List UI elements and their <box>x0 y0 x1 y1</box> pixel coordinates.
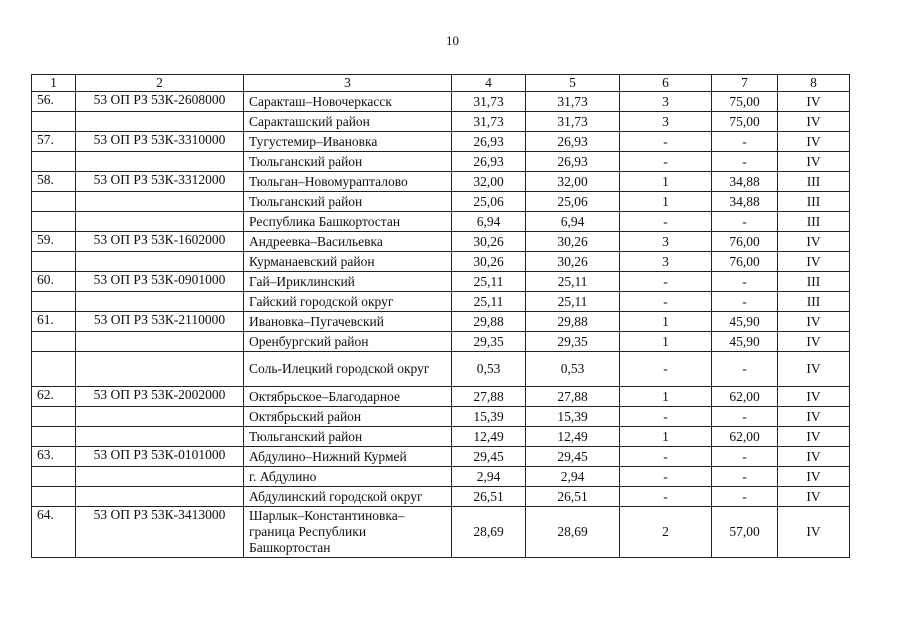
value-c6: - <box>620 467 712 487</box>
table-row <box>32 507 850 558</box>
value-c8: IV <box>778 467 850 487</box>
road-segment-name: Оренбургский район <box>244 332 452 352</box>
road-segment-name: Гайский городской округ <box>244 292 452 312</box>
value-c4: 0,53 <box>452 352 526 387</box>
value-c4: 26,93 <box>452 152 526 172</box>
value-c7: 45,90 <box>712 332 778 352</box>
value-c7: 34,88 <box>712 192 778 212</box>
road-code <box>76 467 244 487</box>
value-c4: 31,73 <box>452 112 526 132</box>
value-c5: 25,11 <box>526 272 620 292</box>
value-c8: IV <box>778 332 850 352</box>
value-c8: III <box>778 292 850 312</box>
value-c6: - <box>620 292 712 312</box>
value-c4: 29,88 <box>452 312 526 332</box>
table-row <box>32 272 850 292</box>
value-c6: 2 <box>620 507 712 558</box>
road-segment-name: Тюльган–Новомурапталово <box>244 172 452 192</box>
road-segment-name: Тюльганский район <box>244 152 452 172</box>
road-code <box>76 292 244 312</box>
value-c6: 1 <box>620 192 712 212</box>
row-number <box>32 467 76 487</box>
value-c6: 1 <box>620 427 712 447</box>
row-number: 64. <box>32 507 76 558</box>
row-number <box>32 192 76 212</box>
value-c5: 26,93 <box>526 152 620 172</box>
value-c4: 26,51 <box>452 487 526 507</box>
value-c8: IV <box>778 112 850 132</box>
value-c6: 3 <box>620 112 712 132</box>
value-c4: 27,88 <box>452 387 526 407</box>
value-c4: 30,26 <box>452 252 526 272</box>
table-row <box>32 132 850 152</box>
row-number <box>32 352 76 387</box>
value-c8: IV <box>778 252 850 272</box>
road-code: 53 ОП РЗ 53К-1602000 <box>76 232 244 252</box>
value-c6: 3 <box>620 92 712 112</box>
col-header-1: 1 <box>32 75 76 92</box>
road-segment-name: Абдулинский городской округ <box>244 487 452 507</box>
table-row <box>32 172 850 192</box>
value-c6: 1 <box>620 387 712 407</box>
value-c5: 29,35 <box>526 332 620 352</box>
road-segment-name: Республика Башкортостан <box>244 212 452 232</box>
value-c7: - <box>712 132 778 152</box>
row-number: 62. <box>32 387 76 407</box>
row-number <box>32 252 76 272</box>
col-header-2: 2 <box>76 75 244 92</box>
road-code <box>76 112 244 132</box>
row-number: 60. <box>32 272 76 292</box>
road-code <box>76 152 244 172</box>
road-segment-name: Абдулино–Нижний Курмей <box>244 447 452 467</box>
road-code <box>76 427 244 447</box>
value-c4: 25,11 <box>452 272 526 292</box>
value-c8: IV <box>778 232 850 252</box>
value-c6: 3 <box>620 232 712 252</box>
road-segment-name: Тугустемир–Ивановка <box>244 132 452 152</box>
value-c4: 29,45 <box>452 447 526 467</box>
road-code: 53 ОП РЗ 53К-0901000 <box>76 272 244 292</box>
table-row <box>32 447 850 467</box>
road-segment-name: Ивановка–Пугачевский <box>244 312 452 332</box>
col-header-3: 3 <box>244 75 452 92</box>
value-c8: IV <box>778 487 850 507</box>
table-row <box>32 312 850 332</box>
table-row <box>32 407 850 427</box>
table-header <box>32 75 850 92</box>
row-number: 56. <box>32 92 76 112</box>
table-row <box>32 92 850 112</box>
value-c8: IV <box>778 387 850 407</box>
value-c5: 30,26 <box>526 252 620 272</box>
value-c7: - <box>712 152 778 172</box>
value-c4: 30,26 <box>452 232 526 252</box>
road-segment-name: Тюльганский район <box>244 427 452 447</box>
table-row <box>32 332 850 352</box>
roads-table <box>31 74 850 558</box>
value-c7: 62,00 <box>712 387 778 407</box>
table-row <box>32 292 850 312</box>
value-c7: 76,00 <box>712 232 778 252</box>
value-c5: 30,26 <box>526 232 620 252</box>
value-c5: 2,94 <box>526 467 620 487</box>
value-c4: 2,94 <box>452 467 526 487</box>
road-segment-name: г. Абдулино <box>244 467 452 487</box>
value-c8: IV <box>778 312 850 332</box>
row-number <box>32 152 76 172</box>
row-number: 63. <box>32 447 76 467</box>
table-row <box>32 212 850 232</box>
value-c4: 28,69 <box>452 507 526 558</box>
value-c5: 27,88 <box>526 387 620 407</box>
value-c7: 34,88 <box>712 172 778 192</box>
value-c4: 32,00 <box>452 172 526 192</box>
value-c4: 15,39 <box>452 407 526 427</box>
value-c8: III <box>778 272 850 292</box>
road-code: 53 ОП РЗ 53К-2110000 <box>76 312 244 332</box>
road-code <box>76 332 244 352</box>
value-c4: 25,06 <box>452 192 526 212</box>
value-c5: 25,11 <box>526 292 620 312</box>
row-number <box>32 292 76 312</box>
value-c5: 25,06 <box>526 192 620 212</box>
road-code <box>76 252 244 272</box>
value-c6: 1 <box>620 172 712 192</box>
road-segment-name: Соль-Илецкий городской округ <box>244 352 452 387</box>
value-c4: 29,35 <box>452 332 526 352</box>
road-code <box>76 487 244 507</box>
value-c7: 62,00 <box>712 427 778 447</box>
value-c5: 29,45 <box>526 447 620 467</box>
value-c6: 3 <box>620 252 712 272</box>
table-row <box>32 192 850 212</box>
table-row <box>32 487 850 507</box>
value-c7: - <box>712 352 778 387</box>
value-c8: IV <box>778 352 850 387</box>
value-c8: IV <box>778 507 850 558</box>
value-c5: 31,73 <box>526 112 620 132</box>
value-c5: 32,00 <box>526 172 620 192</box>
road-code: 53 ОП РЗ 53К-0101000 <box>76 447 244 467</box>
road-segment-name: Октябрьский район <box>244 407 452 427</box>
road-segment-name: Тюльганский район <box>244 192 452 212</box>
row-number: 61. <box>32 312 76 332</box>
value-c7: 75,00 <box>712 92 778 112</box>
value-c6: - <box>620 447 712 467</box>
value-c8: IV <box>778 427 850 447</box>
value-c5: 6,94 <box>526 212 620 232</box>
road-segment-name: Курманаевский район <box>244 252 452 272</box>
value-c5: 12,49 <box>526 427 620 447</box>
row-number <box>32 487 76 507</box>
value-c7: 75,00 <box>712 112 778 132</box>
row-number <box>32 427 76 447</box>
value-c4: 6,94 <box>452 212 526 232</box>
value-c4: 26,93 <box>452 132 526 152</box>
value-c8: IV <box>778 152 850 172</box>
value-c6: 1 <box>620 332 712 352</box>
col-header-5: 5 <box>526 75 620 92</box>
road-segment-name: Саракташ–Новочеркасск <box>244 92 452 112</box>
road-code: 53 ОП РЗ 53К-3413000 <box>76 507 244 558</box>
row-number: 59. <box>32 232 76 252</box>
road-segment-name: Андреевка–Васильевка <box>244 232 452 252</box>
row-number: 57. <box>32 132 76 152</box>
value-c6: 1 <box>620 312 712 332</box>
table-row <box>32 232 850 252</box>
header-row <box>32 75 850 92</box>
value-c4: 31,73 <box>452 92 526 112</box>
table-row <box>32 252 850 272</box>
value-c7: - <box>712 467 778 487</box>
page-number: 10 <box>446 33 459 48</box>
value-c8: III <box>778 172 850 192</box>
table-row <box>32 152 850 172</box>
col-header-6: 6 <box>620 75 712 92</box>
road-code: 53 ОП РЗ 53К-2002000 <box>76 387 244 407</box>
row-number <box>32 332 76 352</box>
road-code <box>76 192 244 212</box>
col-header-7: 7 <box>712 75 778 92</box>
road-segment-name: Октябрьское–Благодарное <box>244 387 452 407</box>
value-c8: IV <box>778 92 850 112</box>
row-number <box>32 407 76 427</box>
value-c6: - <box>620 487 712 507</box>
value-c5: 28,69 <box>526 507 620 558</box>
row-number <box>32 112 76 132</box>
road-segment-name: Саракташский район <box>244 112 452 132</box>
col-header-4: 4 <box>452 75 526 92</box>
road-code <box>76 212 244 232</box>
table-row <box>32 352 850 387</box>
value-c6: - <box>620 407 712 427</box>
road-code <box>76 352 244 387</box>
value-c6: - <box>620 132 712 152</box>
value-c6: - <box>620 212 712 232</box>
value-c5: 31,73 <box>526 92 620 112</box>
value-c5: 15,39 <box>526 407 620 427</box>
value-c7: 45,90 <box>712 312 778 332</box>
table-row <box>32 112 850 132</box>
value-c6: - <box>620 352 712 387</box>
road-code <box>76 407 244 427</box>
value-c8: IV <box>778 407 850 427</box>
value-c8: III <box>778 192 850 212</box>
value-c8: III <box>778 212 850 232</box>
road-code: 53 ОП РЗ 53К-3310000 <box>76 132 244 152</box>
table-row <box>32 427 850 447</box>
value-c7: 76,00 <box>712 252 778 272</box>
table-body <box>32 92 850 558</box>
value-c5: 26,93 <box>526 132 620 152</box>
value-c5: 0,53 <box>526 352 620 387</box>
road-code: 53 ОП РЗ 53К-2608000 <box>76 92 244 112</box>
value-c7: - <box>712 292 778 312</box>
value-c7: - <box>712 487 778 507</box>
value-c5: 26,51 <box>526 487 620 507</box>
col-header-8: 8 <box>778 75 850 92</box>
value-c4: 12,49 <box>452 427 526 447</box>
value-c5: 29,88 <box>526 312 620 332</box>
value-c6: - <box>620 152 712 172</box>
row-number: 58. <box>32 172 76 192</box>
road-code: 53 ОП РЗ 53К-3312000 <box>76 172 244 192</box>
value-c7: 57,00 <box>712 507 778 558</box>
value-c4: 25,11 <box>452 292 526 312</box>
road-segment-name: Шарлык–Константиновка–граница Республики Башкортостан <box>244 507 452 558</box>
value-c7: - <box>712 447 778 467</box>
value-c8: IV <box>778 447 850 467</box>
row-number <box>32 212 76 232</box>
value-c7: - <box>712 272 778 292</box>
road-segment-name: Гай–Ириклинский <box>244 272 452 292</box>
table-row <box>32 467 850 487</box>
table-row <box>32 387 850 407</box>
value-c6: - <box>620 272 712 292</box>
value-c8: IV <box>778 132 850 152</box>
value-c7: - <box>712 407 778 427</box>
value-c7: - <box>712 212 778 232</box>
